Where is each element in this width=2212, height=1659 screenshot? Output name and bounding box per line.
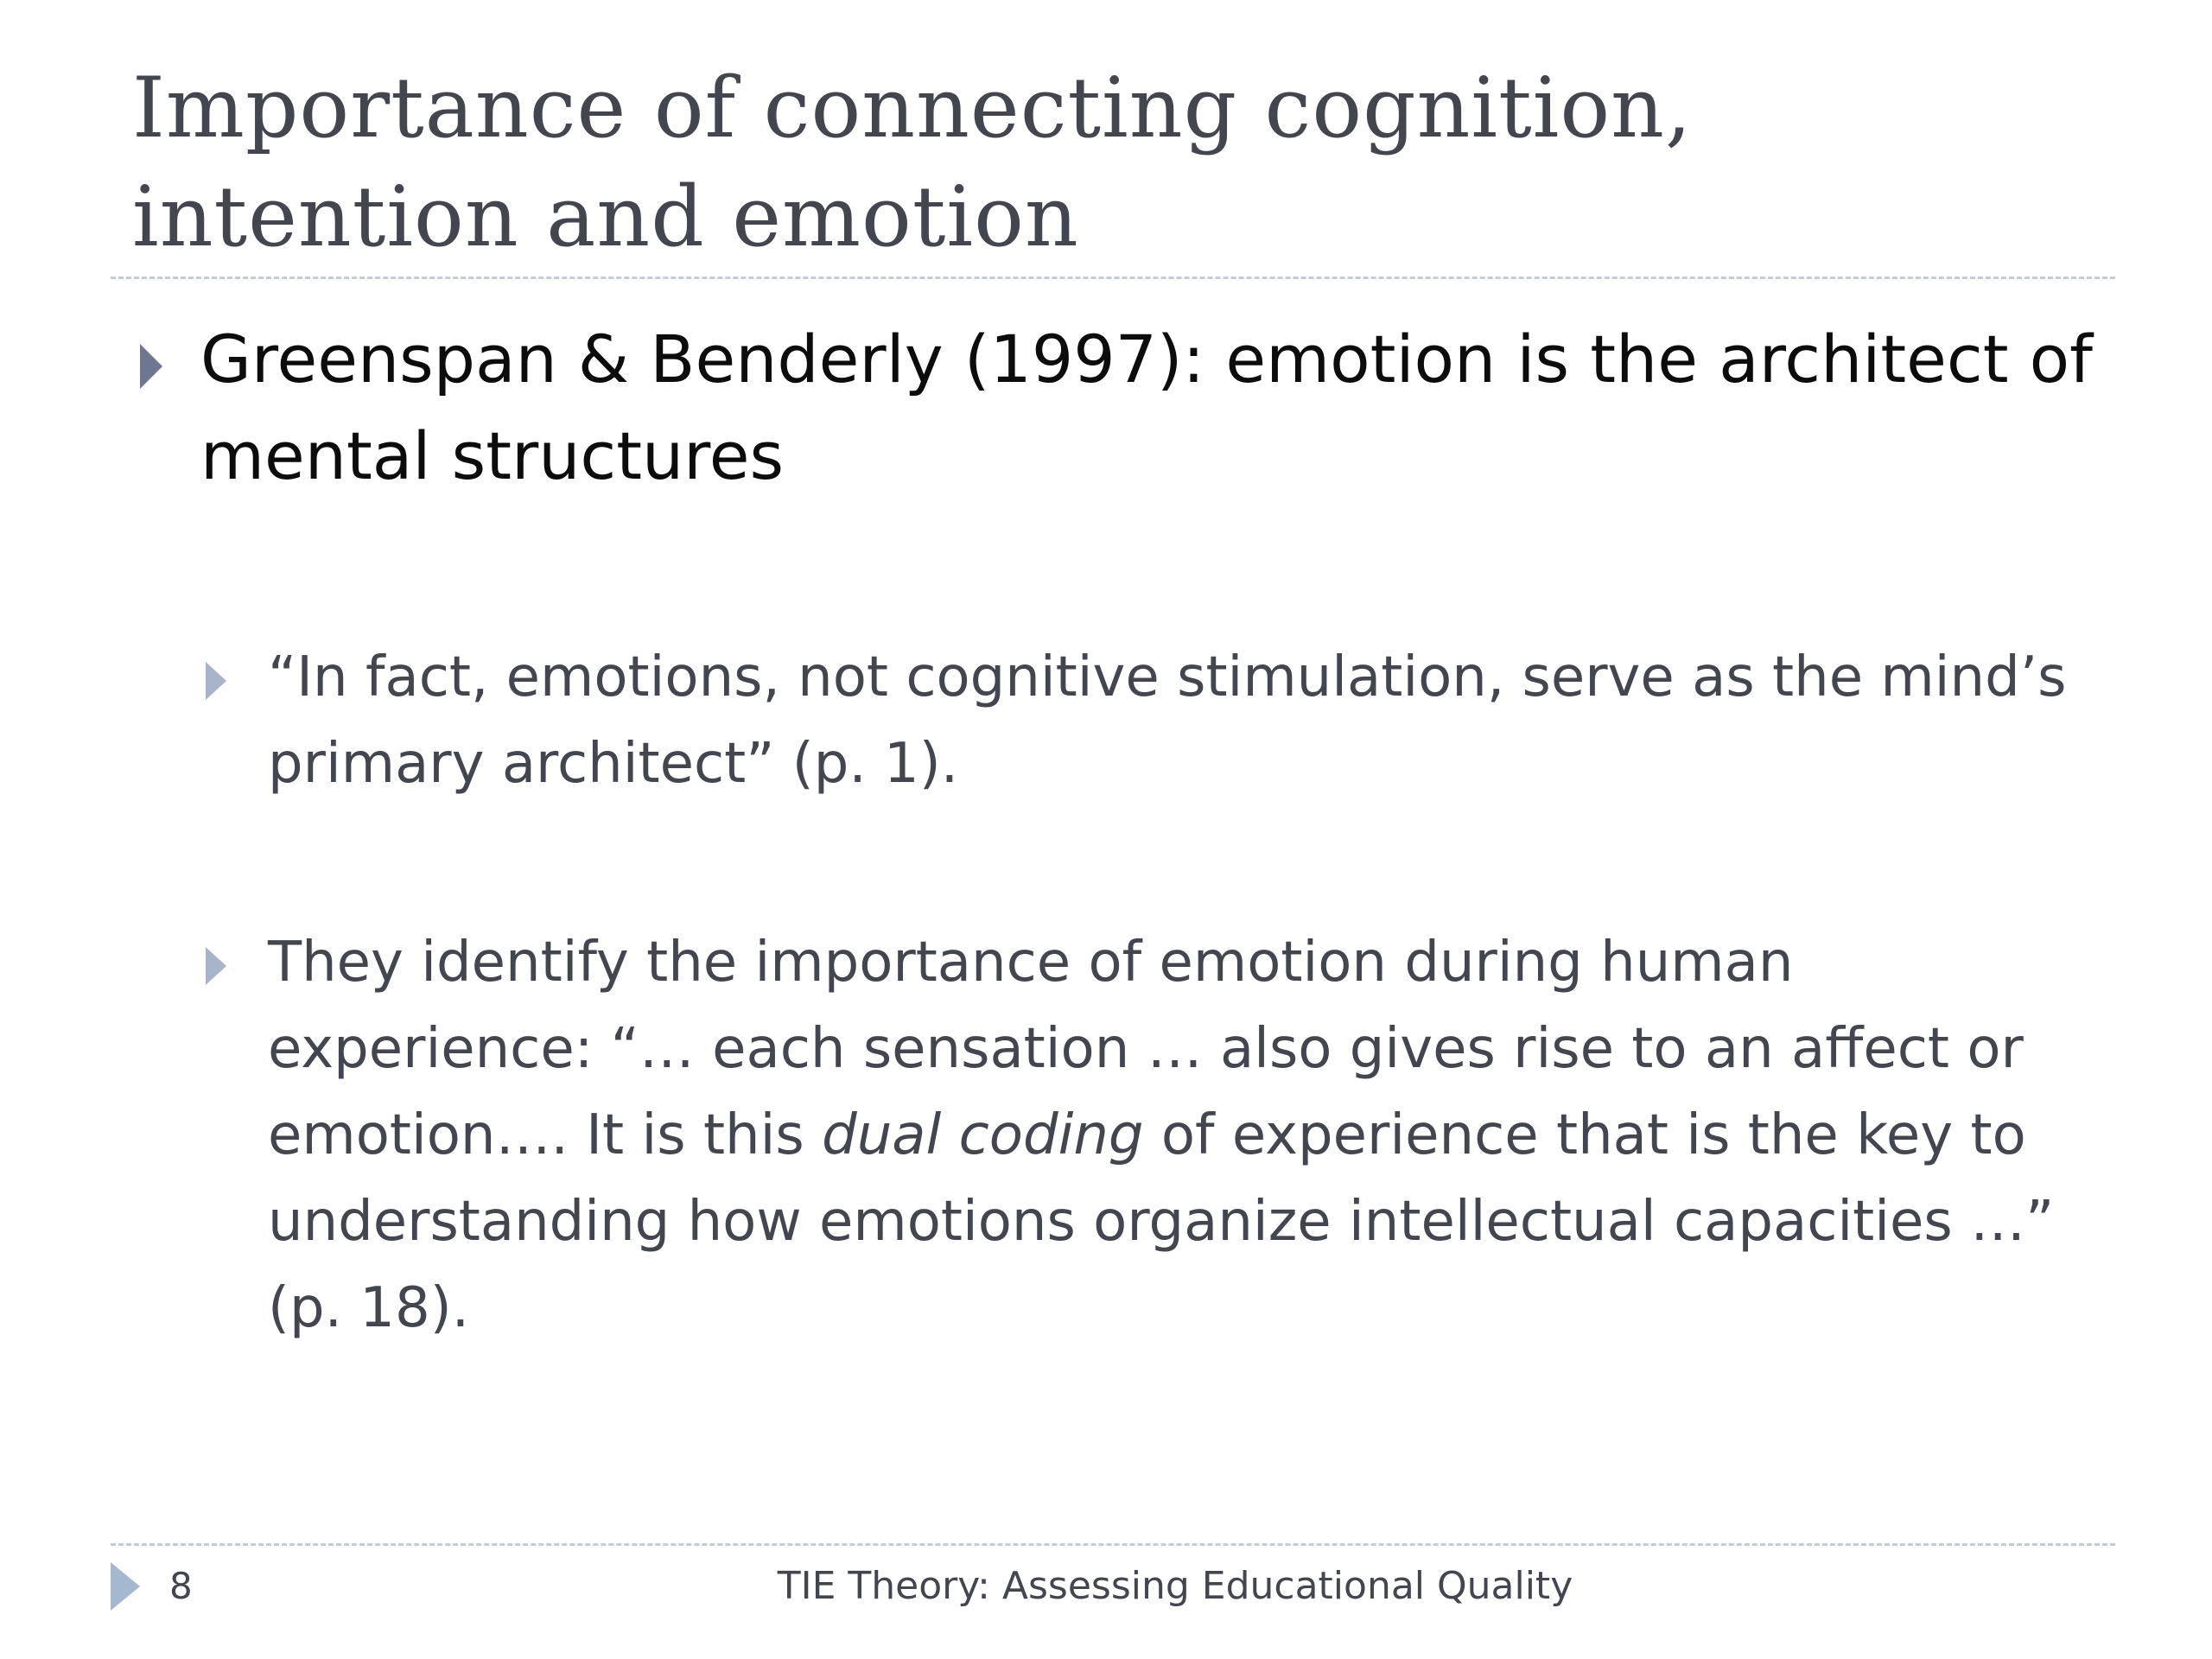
footer-arrow-icon — [111, 1562, 140, 1611]
page-number: 8 — [169, 1565, 193, 1607]
sub-bullet-arrow-icon — [206, 662, 226, 700]
sub-point-2-emphasis: dual coding — [822, 1103, 1144, 1167]
footer-title: TIE Theory: Assessing Educational Quality — [777, 1564, 1573, 1608]
sub-point-2-text-before: They identify the importance of emotion during human experience: “… each sensation … also gives rise to an affect or emotion…. It is this — [268, 931, 2024, 1167]
sub-bullet-arrow-icon — [206, 947, 226, 985]
slide-title-line-1: Importance of connecting cognition, — [132, 60, 1693, 156]
slide-title — [132, 54, 2102, 271]
main-point-text: Greenspan & Benderly (1997): emotion is the architect of mental structures — [200, 321, 2093, 494]
sub-point-2-text — [268, 919, 2126, 1351]
title-divider — [111, 276, 2115, 279]
sub-point-1-text: “In fact, emotions, not cognitive stimulation, serve as the mind’s primary architect” (p. 1). — [268, 645, 2067, 796]
sub-point-2-text-after: of experience that is the key to understanding how emotions organize intellectual capacities …” (p. 18). — [268, 1103, 2055, 1340]
footer-divider — [111, 1543, 2115, 1546]
slide-title-line-2: intention and emotion — [132, 168, 1079, 265]
bullet-arrow-icon — [140, 344, 162, 389]
